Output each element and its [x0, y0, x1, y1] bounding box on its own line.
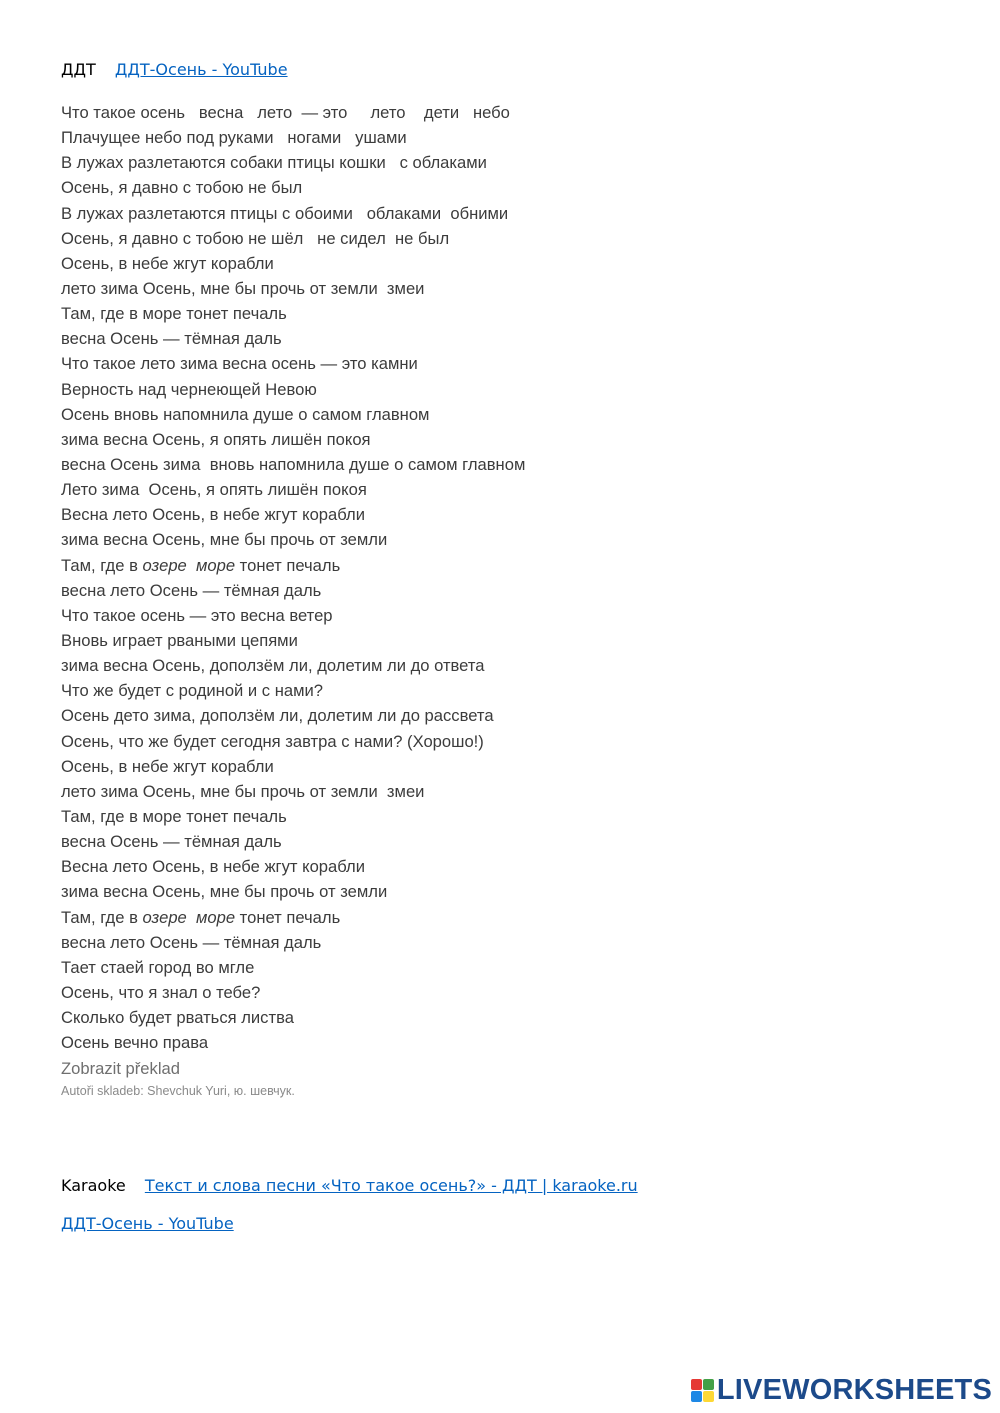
header [61, 60, 288, 79]
lyric-line: Осень, я давно с тобою не был [61, 178, 303, 198]
liveworksheets-brand [691, 1374, 992, 1407]
lyric-line: Осень, в небе жгут корабли [61, 253, 274, 273]
lyric-line: Осень вновь напомнила душе о самом главном [61, 404, 430, 424]
lyric-line: Осень вечно права [61, 1033, 209, 1053]
youtube-link-bottom[interactable]: ДДТ-Осень - YouTube [61, 1214, 234, 1233]
lyric-line: Плачущее небо под руками ногами ушами [61, 128, 407, 148]
lyric-line: Осень дето зима, доползём ли, долетим ли до рассвета [61, 706, 494, 726]
lyric-line: В лужах разлетаются птицы с обоими облаками обними [61, 203, 509, 223]
lyric-line: зима весна Осень, я опять лишён покоя [61, 429, 371, 449]
lyric-line: Вновь играет рваными цепями [61, 630, 298, 650]
karaoke-link[interactable]: Текст и слова песни «Что такое осень?» - ДДТ | karaoke.ru [144, 1176, 638, 1195]
lyric-text: тонет печаль [235, 555, 341, 575]
lyric-line: Осень, что же будет сегодня завтра с нами? (Хорошо!) [61, 731, 484, 751]
karaoke-label: Karaoke [61, 1176, 126, 1195]
youtube-link-bottom-row [61, 1214, 234, 1234]
show-translation-text: Zobrazit překlad [61, 1059, 180, 1078]
lyric-line: весна Осень — тёмная даль [61, 329, 282, 349]
lyric-line: зима весна Осень, мне бы прочь от земли [61, 530, 388, 550]
karaoke-row [61, 1176, 638, 1195]
lyric-line: весна лето Осень — тёмная даль [61, 932, 322, 952]
logo-square [691, 1391, 702, 1402]
lyric-line [61, 553, 525, 578]
lyric-italic-text: озере море [142, 907, 236, 927]
lyrics-block [61, 100, 525, 1055]
lyric-text: Там, где в [61, 907, 143, 927]
lyric-line: зима весна Осень, мне бы прочь от земли [61, 882, 388, 902]
liveworksheets-logo-icon [691, 1379, 714, 1402]
lyric-text: Там, где в [61, 555, 143, 575]
lyric-line: Весна лето Осень, в небе жгут корабли [61, 505, 365, 525]
lyric-line: В лужах разлетаются собаки птицы кошки с облаками [61, 153, 487, 173]
lyric-line: Сколько будет рваться листва [61, 1008, 294, 1028]
lyric-line: Весна лето Осень, в небе жгут корабли [61, 857, 365, 877]
logo-square [703, 1379, 714, 1390]
lyric-line: Верность над чернеющей Невою [61, 379, 317, 399]
lyric-line: Осень, я давно с тобою не шёл не сидел не был [61, 228, 450, 248]
artist-label: ДДТ [61, 60, 96, 79]
lyric-line: Там, где в море тонет печаль [61, 304, 287, 324]
lyric-text: тонет печаль [235, 907, 341, 927]
lyric-line: весна лето Осень — тёмная даль [61, 580, 322, 600]
lyric-line: Лето зима Осень, я опять лишён покоя [61, 480, 367, 500]
lyric-line: Тает стаей город во мгле [61, 957, 255, 977]
lyric-italic-text: озере море [142, 555, 236, 575]
lyric-line: весна Осень зима вновь напомнила душе о самом главном [61, 454, 526, 474]
lyric-line: Там, где в море тонет печаль [61, 806, 287, 826]
lyric-line: Что же будет с родиной и с нами? [61, 681, 324, 701]
lyric-line: весна Осень — тёмная даль [61, 832, 282, 852]
lyric-line: Что такое осень весна лето — это лето дети небо [61, 103, 510, 122]
logo-square [691, 1379, 702, 1390]
authors-credit: Autoři skladeb: Shevchuk Yuri, ю. шевчук. [61, 1084, 295, 1098]
lyric-line: зима весна Осень, доползём ли, долетим ли до ответа [61, 656, 485, 676]
lyric-line [61, 905, 525, 930]
lyric-line: лето зима Осень, мне бы прочь от земли змеи [61, 781, 425, 801]
lyric-line: Осень, в небе жгут корабли [61, 756, 274, 776]
youtube-link-top[interactable]: ДДТ-Осень - YouTube [114, 60, 288, 79]
lyric-line: Что такое лето зима весна осень — это камни [61, 354, 418, 374]
lyric-line: лето зима Осень, мне бы прочь от земли змеи [61, 278, 425, 298]
logo-square [703, 1391, 714, 1402]
lyric-line: Осень, что я знал о тебе? [61, 982, 261, 1002]
liveworksheets-wordmark: LIVEWORKSHEETS [716, 1374, 992, 1406]
lyric-line: Что такое осень — это весна ветер [61, 605, 333, 625]
